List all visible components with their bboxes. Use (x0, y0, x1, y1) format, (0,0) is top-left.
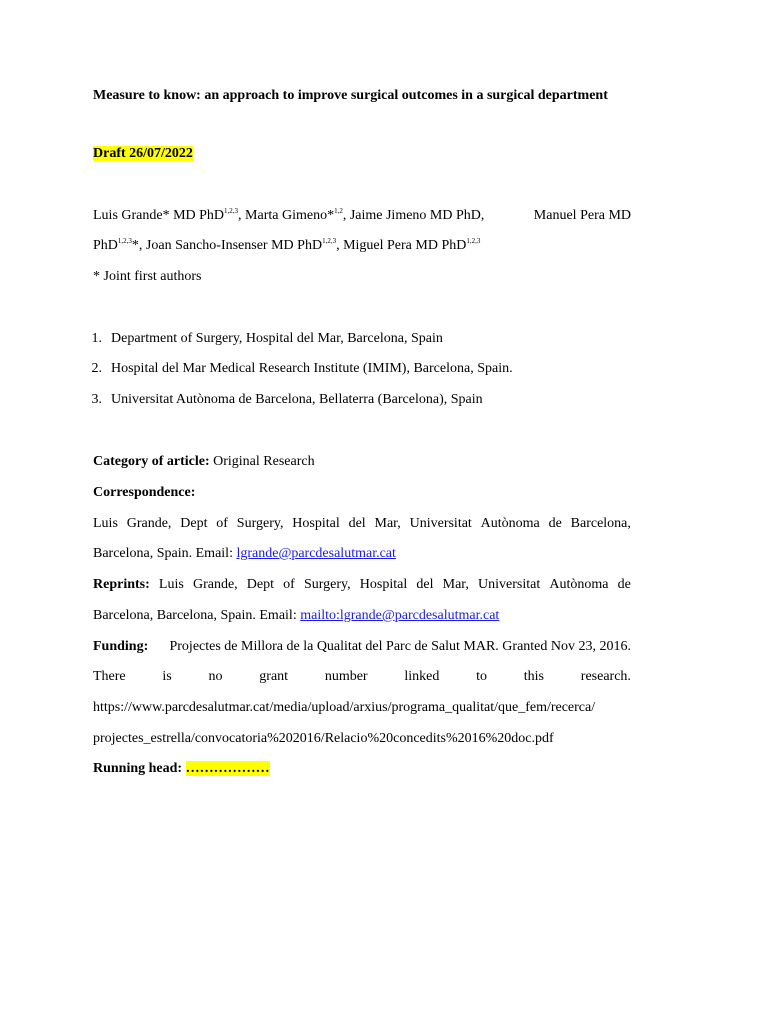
word: of (283, 577, 295, 592)
author-5-affil: 1,2,3 (322, 237, 337, 245)
word: de (548, 516, 562, 531)
correspondence-line-1 (93, 515, 631, 533)
correspondence-label: Correspondence: (93, 485, 196, 500)
word: Dept (246, 577, 275, 592)
word: of (216, 516, 228, 531)
authors-line-1 (93, 207, 631, 225)
draft-label (93, 145, 631, 163)
author-6-name: , Miguel Pera MD PhD (336, 238, 467, 253)
affiliation-number: 3. (91, 392, 102, 407)
author-3-name: , Jaime Jimeno MD PhD, (342, 208, 485, 223)
word: grant (259, 669, 289, 684)
category-line (93, 453, 631, 471)
author-1-name: Luis Grande* MD PhD (93, 208, 225, 223)
joint-authors-note: * Joint first authors (93, 269, 202, 284)
running-head-placeholder: ……………… (185, 761, 270, 776)
word: Surgery, (303, 577, 351, 592)
author-1 (93, 207, 484, 225)
word: linked (404, 669, 440, 684)
author-4-name: Manuel Pera MD (533, 208, 631, 223)
word: Universitat (478, 577, 541, 592)
affiliation-text: Hospital del Mar Medical Research Institute (IMIM), Barcelona, Spain. (111, 361, 513, 376)
funding-line-2 (93, 668, 631, 686)
reprints-line-2 (93, 607, 631, 625)
word: Grande, (126, 516, 172, 531)
word: de (617, 577, 631, 592)
reprints-label: Reprints: (93, 577, 150, 592)
word: Barcelona, (570, 516, 631, 531)
author-4-affil: 1,2,3 (117, 237, 132, 245)
correspondence-email-link[interactable]: lgrande@parcdesalutmar.cat (236, 546, 396, 561)
word: Dept (180, 516, 208, 531)
funding-url-line-1: https://www.parcdesalutmar.cat/media/upload/arxius/programa_qualitat/que_fem/recerca/ (93, 700, 596, 715)
funding-line-1 (93, 638, 631, 656)
word: Luis (93, 516, 118, 531)
word: number (324, 669, 368, 684)
category-label: Category of article: (93, 454, 210, 469)
author-4-degree: PhD (93, 238, 118, 253)
affiliation-number: 2. (91, 361, 102, 376)
correspondence-address: Barcelona, Spain. Email: (93, 546, 237, 561)
word: research. (580, 669, 631, 684)
draft-highlight: Draft 26/07/2022 (93, 146, 193, 161)
word: Surgery, (236, 516, 284, 531)
word: There (93, 669, 126, 684)
word: Grande, (192, 577, 238, 592)
word: Hospital (292, 516, 340, 531)
funding-text: Projectes de Millora de la Qualitat del Parc de Salut MAR. Granted Nov 23, 2016. (169, 639, 631, 654)
word: Universitat (409, 516, 472, 531)
author-1-affil: 1,2,3 (224, 207, 239, 215)
author-4-star: * (131, 238, 139, 253)
funding-label: Funding: (93, 639, 149, 654)
running-head-line (93, 760, 631, 778)
affiliation-text: Universitat Autònoma de Barcelona, Bellaterra (Barcelona), Spain (111, 392, 483, 407)
affiliation-number: 1. (91, 331, 102, 346)
affiliation-text: Department of Surgery, Hospital del Mar, Barcelona, Spain (111, 331, 443, 346)
reprints-email-link[interactable]: mailto:lgrande@parcdesalutmar.cat (300, 608, 500, 623)
category-value: Original Research (209, 454, 315, 469)
author-2-affil: 1,2 (334, 207, 343, 215)
word: del (348, 516, 366, 531)
paper-title: Measure to know: an approach to improve surgical outcomes in a surgical department (93, 88, 608, 103)
word: Mar, (442, 577, 469, 592)
running-head-label: Running head: (93, 761, 183, 776)
word: del (416, 577, 434, 592)
word: this (523, 669, 545, 684)
reprints-address: Barcelona, Barcelona, Spain. Email: (93, 608, 301, 623)
author-6-affil: 1,2,3 (466, 237, 481, 245)
word: Autònoma (549, 577, 609, 592)
word: no (208, 669, 223, 684)
word: Autònoma (480, 516, 540, 531)
authors-line-2 (93, 237, 631, 255)
word: Hospital (359, 577, 408, 592)
funding-url-line-2: projectes_estrella/convocatoria%202016/Relacio%20concedits%2016%20doc.pdf (93, 731, 554, 746)
author-5-name: , Joan Sancho-Insenser MD PhD (138, 238, 323, 253)
correspondence-line-2 (93, 545, 631, 563)
author-2-name: , Marta Gimeno* (238, 208, 335, 223)
word: to (476, 669, 488, 684)
word: Mar, (374, 516, 401, 531)
word: is (162, 669, 172, 684)
reprints-line-1 (93, 576, 631, 594)
word: Luis (158, 577, 184, 592)
